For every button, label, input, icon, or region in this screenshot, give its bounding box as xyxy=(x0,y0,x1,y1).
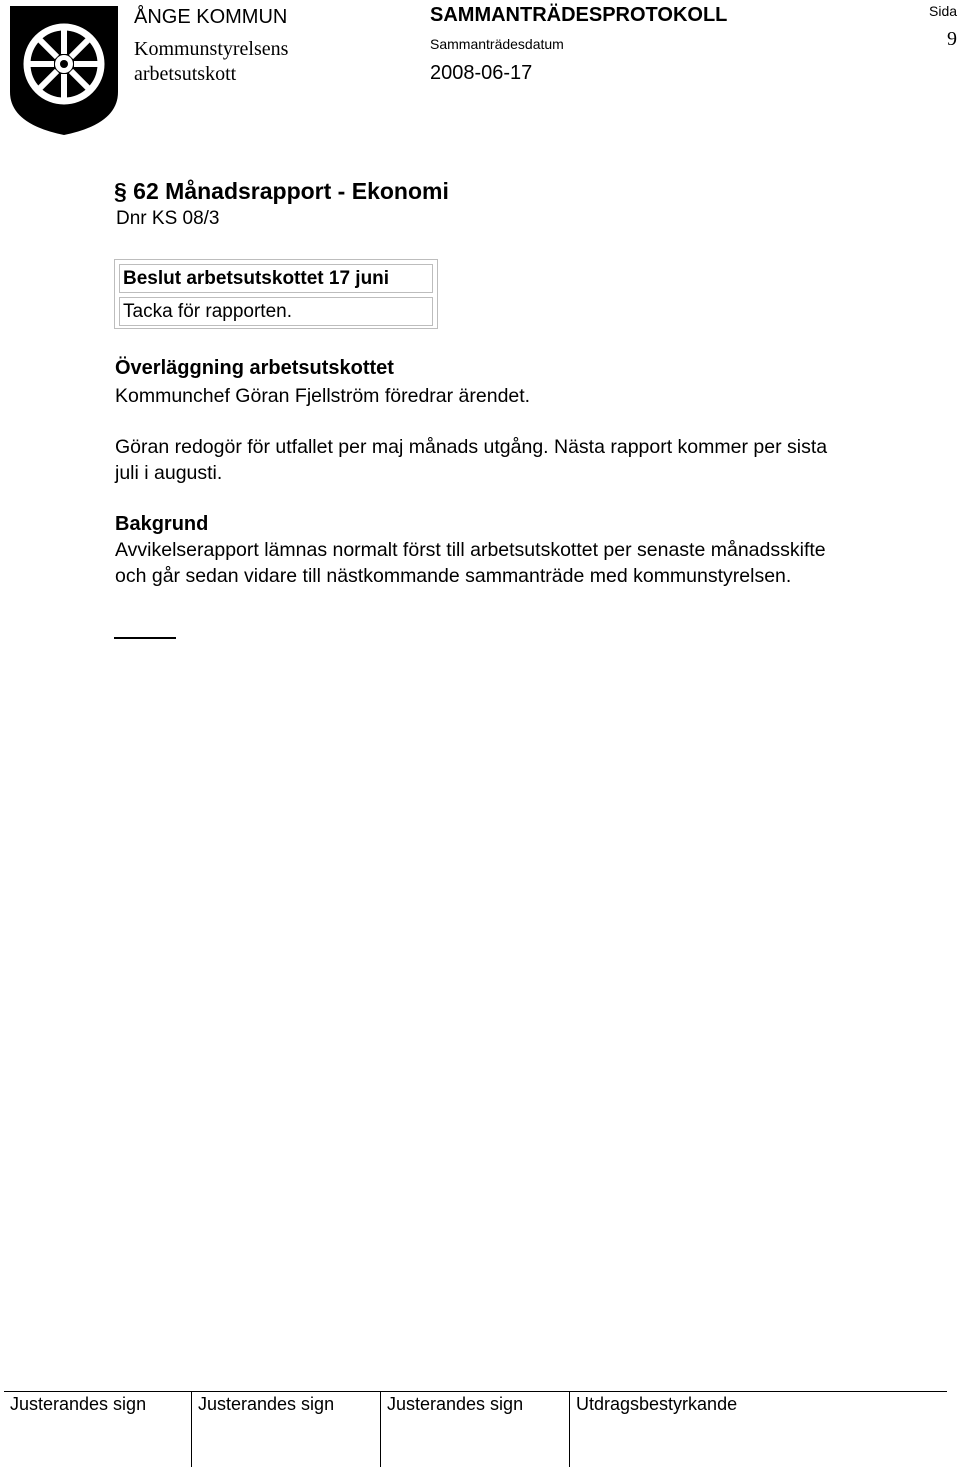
background-paragraph-line: Avvikelserapport lämnas normalt först till arbetsutskottet per senaste månadsskifte xyxy=(115,539,826,561)
deliberation-heading: Överläggning arbetsutskottet xyxy=(115,357,394,379)
background-heading: Bakgrund xyxy=(115,513,209,535)
decision-text: Tacka för rapporten. xyxy=(123,301,292,322)
organization-name: ÅNGE KOMMUN xyxy=(134,6,288,28)
municipal-wheel-emblem-icon xyxy=(7,2,121,138)
committee-name-line1: Kommunstyrelsens xyxy=(134,38,289,60)
signature-label: Justerandes sign xyxy=(387,1394,524,1414)
meeting-date-value: 2008-06-17 xyxy=(430,62,533,84)
footer-column-divider xyxy=(569,1391,570,1467)
decision-heading-cell xyxy=(119,264,433,293)
decision-box xyxy=(114,259,438,329)
page-label: Sida xyxy=(929,3,958,19)
footer-rule xyxy=(4,1391,947,1392)
extract-certification-label: Utdragsbestyrkande xyxy=(576,1394,738,1414)
section-title: § 62 Månadsrapport - Ekonomi xyxy=(114,178,449,204)
page-number: 9 xyxy=(947,28,957,50)
footer-column-divider xyxy=(191,1391,192,1467)
signature-label: Justerandes sign xyxy=(198,1394,335,1414)
footer-column-divider xyxy=(380,1391,381,1467)
meeting-date-label: Sammanträdesdatum xyxy=(430,36,564,52)
committee-name-line2: arbetsutskott xyxy=(134,63,237,85)
background-paragraph-line: och går sedan vidare till nästkommande sammanträde med kommunstyrelsen. xyxy=(115,565,792,587)
signature-label: Justerandes sign xyxy=(10,1394,147,1414)
deliberation-paragraph-line: Göran redogör för utfallet per maj månads utgång. Nästa rapport kommer per sista xyxy=(115,436,828,458)
document-type: SAMMANTRÄDESPROTOKOLL xyxy=(430,4,728,26)
decision-heading: Beslut arbetsutskottet 17 juni xyxy=(123,268,390,289)
case-number: Dnr KS 08/3 xyxy=(116,208,220,229)
deliberation-paragraph-line: juli i augusti. xyxy=(115,462,223,484)
deliberation-paragraph: Kommunchef Göran Fjellström föredrar ärendet. xyxy=(115,385,531,407)
section-end-rule xyxy=(114,637,176,639)
decision-text-cell xyxy=(119,297,433,326)
